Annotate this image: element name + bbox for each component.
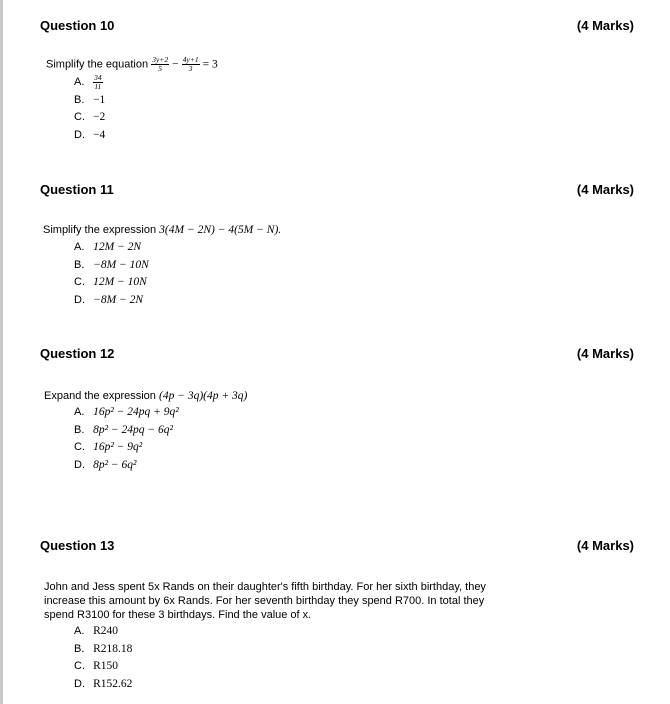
option-label: A. — [74, 76, 85, 89]
fraction-2-numerator: 4y+1 — [182, 55, 199, 64]
option-c[interactable] — [74, 109, 105, 127]
question-12-marks: (4 Marks) — [576, 346, 634, 361]
question-11-prompt-text: Simplify the expression — [43, 224, 157, 236]
question-10-prompt-text: Simplify the equation — [46, 58, 149, 71]
question-10-prompt — [46, 56, 218, 73]
option-label: C. — [74, 111, 85, 123]
option-d[interactable] — [74, 457, 179, 475]
page-left-edge — [0, 0, 3, 704]
fraction-1-denominator: 5 — [158, 64, 162, 73]
option-label: D. — [74, 677, 85, 690]
minus-sign: − — [172, 58, 179, 71]
question-10-title: Question 10 — [40, 18, 115, 33]
option-value: R240 — [93, 625, 118, 637]
option-a[interactable] — [74, 404, 179, 422]
option-value: −8M − 2N — [93, 293, 144, 306]
option-value: −1 — [93, 93, 106, 106]
option-value: R218.18 — [93, 642, 133, 655]
question-13-marks: (4 Marks) — [576, 538, 634, 553]
option-label: C. — [74, 276, 85, 288]
option-b[interactable] — [74, 422, 179, 440]
option-a-fraction — [93, 74, 103, 91]
option-value: R152.62 — [93, 677, 133, 690]
option-c[interactable] — [74, 439, 179, 457]
option-a-denominator: 11 — [94, 82, 102, 91]
question-12-expression: (4p − 3q)(4p + 3q) — [158, 390, 248, 402]
option-value: 16p² − 24pq + 9q² — [93, 406, 179, 418]
question-10-header — [40, 18, 634, 33]
option-b[interactable] — [74, 92, 105, 110]
option-label: B. — [74, 423, 85, 436]
question-13-text: John and Jess spent 5x Rands on their daughter's fifth birthday. For her sixth birthday, they increase this amount by 6x Rands. For her seventh birthday they spend R700. In total they spend R3100 for these 3 birthdays. Find the value of x. — [44, 581, 486, 621]
option-d[interactable] — [74, 127, 105, 145]
question-11-marks: (4 Marks) — [576, 182, 634, 197]
option-value: 12M − 2N — [93, 241, 142, 253]
option-label: B. — [74, 642, 85, 655]
option-a[interactable] — [74, 623, 132, 641]
option-value: 12M − 10N — [93, 276, 147, 288]
option-label: C. — [74, 441, 85, 453]
option-label: D. — [74, 293, 85, 306]
option-label: B. — [74, 258, 85, 271]
fraction-1 — [151, 56, 169, 73]
option-a[interactable] — [74, 74, 105, 92]
question-12-options — [74, 404, 179, 474]
option-value: −4 — [93, 128, 106, 141]
option-a[interactable] — [74, 239, 149, 257]
question-11-expression: 3(4M − 2N) − 4(5M − N). — [159, 224, 282, 236]
option-label: B. — [74, 93, 85, 106]
question-13-options — [74, 623, 132, 693]
option-d[interactable] — [74, 676, 132, 694]
option-value: 16p² − 9q² — [93, 441, 143, 453]
question-12-prompt — [44, 389, 247, 403]
option-value: 8p² − 24pq − 6q² — [93, 423, 173, 436]
option-label: D. — [74, 458, 85, 471]
option-b[interactable] — [74, 257, 149, 275]
option-a-numerator: 34 — [94, 73, 102, 82]
question-11-title: Question 11 — [40, 182, 114, 197]
question-10-options — [74, 74, 105, 144]
question-12-prompt-text: Expand the expression — [44, 390, 156, 402]
question-10-marks: (4 Marks) — [576, 18, 634, 33]
question-11-options — [74, 239, 149, 309]
fraction-2-denominator: 3 — [188, 64, 193, 73]
option-label: A. — [74, 406, 85, 418]
fraction-2 — [182, 56, 200, 73]
question-12-title: Question 12 — [40, 346, 115, 361]
option-value: −8M − 10N — [93, 258, 149, 271]
option-label: C. — [74, 660, 85, 672]
option-label: A. — [74, 625, 85, 637]
question-11-prompt — [43, 223, 281, 237]
option-d[interactable] — [74, 292, 149, 310]
question-13-header — [40, 538, 634, 553]
option-label: D. — [74, 128, 85, 141]
option-label: A. — [74, 241, 85, 253]
option-value: 8p² − 6q² — [93, 458, 137, 471]
option-c[interactable] — [74, 658, 132, 676]
option-value: −2 — [93, 111, 106, 123]
equation-rhs: = 3 — [202, 58, 218, 71]
option-value: R150 — [93, 660, 118, 672]
question-13-title: Question 13 — [40, 538, 115, 553]
fraction-1-numerator: 3y+2 — [152, 55, 169, 64]
option-b[interactable] — [74, 641, 132, 659]
question-12-header — [40, 346, 634, 361]
option-c[interactable] — [74, 274, 149, 292]
question-11-header — [40, 182, 634, 197]
